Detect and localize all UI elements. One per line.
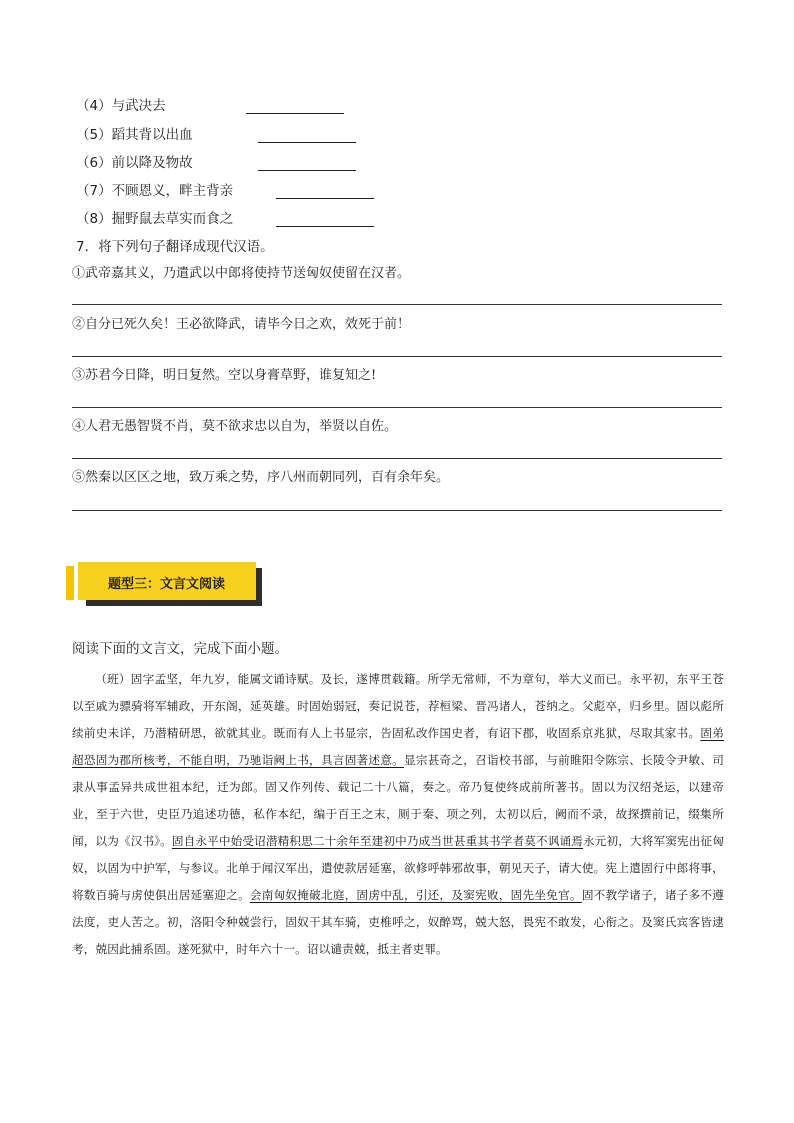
translation-answer-line-4[interactable] (72, 458, 722, 459)
passage-text-4: 固不教学诸子，诸子多不遵法度，吏人苦之。初，洛阳令种兢尝行，固奴干其车骑，吏椎呼之，奴醉骂，兢大怒，畏宪不敢发，心衔之。及窦氏宾客皆逮考，兢因此捕系固。遂死狱中，时年六十一。诏以谴责兢，抵主者吏罪。 (72, 888, 724, 956)
vocab-item-7: （7）不顾恩义，畔主背亲 (76, 183, 234, 199)
translation-answer-line-1[interactable] (72, 304, 722, 305)
passage-text-1: （班）固字孟坚，年九岁，能属文诵诗赋。及长，遂博贯载籍。所学无常师，不为章句，举大义而已。永平初，东平王苍以至戚为骠骑将军辅政，开东阁，延英雄。时固始弱冠，奏记说苍，荐桓梁、晋冯诸人，苍纳之。父彪卒，归乡里。固以彪所续前史未详，乃潜精研思，欲就其业。既而有人上书显宗，告固私改作国史者，有诏下郡，收固系京兆狱，尽取其家书。 (72, 672, 724, 740)
vocab-item-5: （5）蹈其背以出血 (76, 127, 193, 143)
translation-sentence-2: ②自分已死久矣！王必欲降武，请毕今日之欢，效死于前！ (72, 317, 411, 332)
passage-text-2: 显宗甚奇之，召诣校书部，与前睢阳令陈宗、长陵令尹敏、司隶从事孟异共成世祖本纪，迁为郎。固又作列传、载记二十八篇，奏之。帝乃复使终成前所著书。固以为汉绍尧运，以建帝业，至于六世，史臣乃追述功德，私作本纪，编于百王之末，厕于秦、项之列，太初以后，阙而不录，故探撰前记，缀集所闻，以为《汉书》。 (72, 753, 724, 848)
translation-sentence-1: ①武帝嘉其义，乃遣武以中郎将使持节送匈奴使留在汉者。 (72, 266, 411, 281)
translation-sentence-3: ③苏君今日降，明日复然。空以身膏草野，谁复知之! (72, 368, 377, 383)
vocab-item-6: （6）前以降及物故 (76, 155, 193, 171)
section-banner (66, 560, 262, 607)
underlined-sentence-3: 会南匈奴掩破北庭，固虏中乱，引还，及窦宪败，固先坐免官。 (249, 888, 582, 902)
answer-blank-8[interactable] (276, 226, 374, 227)
underlined-sentence-2: 固自永平中始受诏潜精积思二十余年至建初中乃成当世甚重其书学者莫不讽诵焉 (171, 834, 584, 848)
translation-answer-line-5[interactable] (72, 510, 722, 511)
translation-answer-line-2[interactable] (72, 356, 722, 357)
banner-accent-bar (66, 566, 74, 600)
underlined-sentence-1: 固弟超恐固为郡所核考，不能自明，乃驰诣阙上书，具言固著述意。 (72, 726, 724, 767)
translation-sentence-5: ⑤然秦以区区之地，致万乘之势，序八州而朝同列，百有余年矣。 (72, 470, 450, 485)
vocab-item-4: （4）与武决去 (76, 98, 166, 114)
answer-blank-7[interactable] (276, 198, 374, 199)
section-title: 题型三：文言文阅读 (108, 577, 226, 592)
translation-answer-line-3[interactable] (72, 407, 722, 408)
vocab-item-8: （8）掘野鼠去草实而食之 (76, 211, 234, 227)
answer-blank-5[interactable] (258, 142, 356, 143)
answer-blank-6[interactable] (258, 170, 356, 171)
passage-text-3: 永元初，大将军窦宪出征匈奴，以固为中护军，与参议。北单于闻汉军出，遣使款居延塞，欲修呼韩邪故事，朝见天子，请大使。宪上遣固行中郎将事，将数百骑与虏使俱出居延塞迎之。 (72, 834, 724, 902)
answer-blank-4[interactable] (246, 113, 344, 114)
reading-instructions: 阅读下面的文言文，完成下面小题。 (72, 641, 288, 657)
translation-sentence-4: ④人君无愚智贤不肖，莫不欲求忠以自为，举贤以自佐。 (72, 419, 398, 434)
translation-question-title: 7．将下列句子翻译成现代汉语。 (76, 239, 274, 255)
classical-passage (72, 666, 724, 963)
